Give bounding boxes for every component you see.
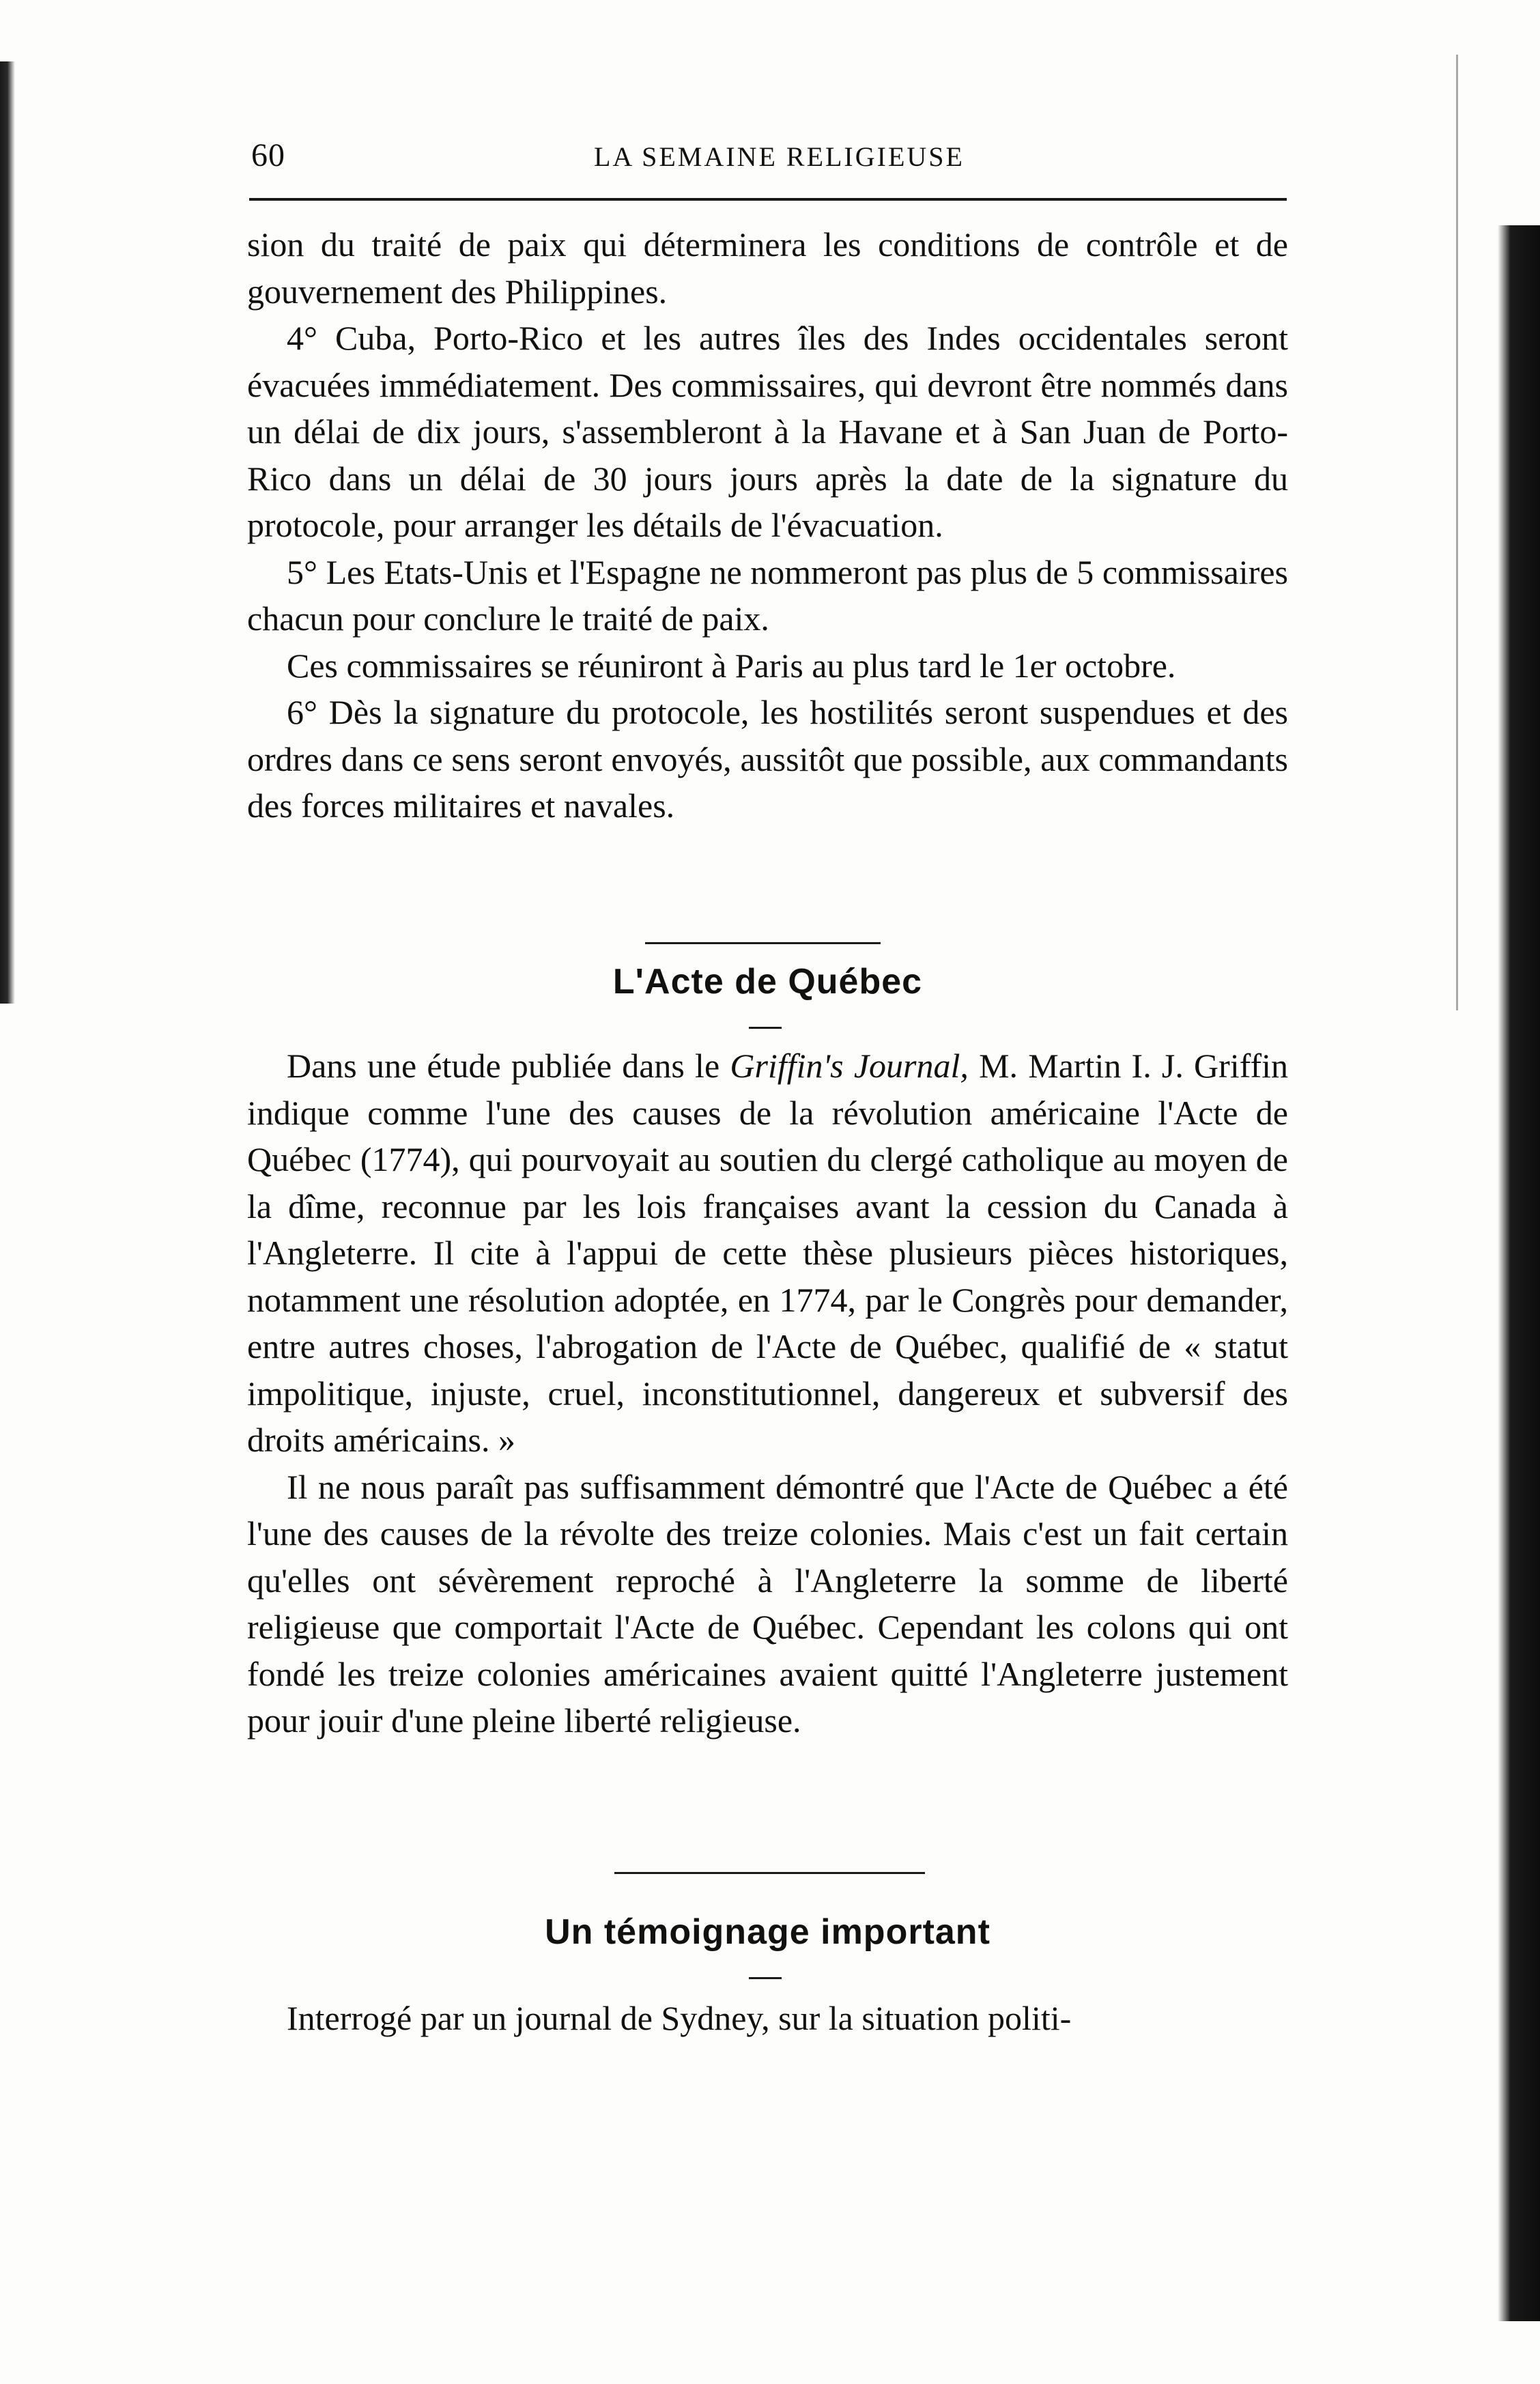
section-title-acte-de-quebec: L'Acte de Québec (612, 962, 923, 1002)
paragraph-text: M. Martin I. J. Griffin indique comme l'une des causes de la révolution américaine l'Acte de Québec (1774), qui pourvoyait au soutien du clergé catholique au moyen de la dîme, reconnue par les lois françaises avant la cession du Canada à l'Angleterre. Il cite à l'appui de cette thèse plusieurs pièces historiques, notamment une résolution adoptée, en 1774, par le Congrès pour demander, entre autres choses, l'abrogation de l'Acte de Québec, qualifié de « statut impolitique, injuste, cruel, inconstitutionnel, dangereux et subversif des droits américains. » (247, 1047, 1288, 1459)
paragraph-continued: sion du traité de paix qui déterminera les conditions de contrôle et de gouvernement des Philippines. (247, 225, 1288, 311)
section-acte-de-quebec-text (247, 1042, 1288, 1744)
running-head: LA SEMAINE RELIGIEUSE (594, 141, 965, 172)
page-number: 60 (251, 137, 285, 173)
scan-edge-left (0, 61, 15, 1004)
paragraph-griffin-study (247, 1042, 1288, 1464)
paragraph-article-5: 5° Les Etats-Unis et l'Espagne ne nommeront pas plus de 5 commissaires chacun pour conclure le traité de paix. (247, 552, 1288, 638)
section-treaty-text (247, 221, 1288, 829)
paragraph-text: Dans une étude publiée dans le (287, 1047, 730, 1085)
paragraph-interview: Interrogé par un journal de Sydney, sur la situation politi- (287, 1999, 1072, 2037)
paragraph-commissioners: Ces commissaires se réuniront à Paris au plus tard le 1er octobre. (287, 646, 1176, 685)
journal-title: Griffin's Journal, (730, 1047, 969, 1085)
scan-edge-right (1498, 225, 1540, 2321)
header-rule (249, 198, 1287, 201)
section-temoignage-text (247, 1995, 1288, 2042)
title-dash (749, 1027, 782, 1029)
paragraph-commentary: Il ne nous paraît pas suffisamment démontré que l'Acte de Québec a été l'une des causes de la révolte des treize colonies. Mais c'est un fait certain qu'elles ont sévèrement reproché à l'Angleterre la somme de liberté religieuse que comportait l'Acte de Québec. Cependant les colons qui ont fondé les treize colonies américaines avaient quitté l'Angleterre justement pour jouir d'une pleine liberté religieuse. (247, 1467, 1288, 1740)
section-title-temoignage: Un témoignage important (545, 1912, 990, 1952)
title-dash (749, 1977, 782, 1979)
section-separator (614, 1872, 925, 1874)
scan-edge-line (1456, 55, 1458, 1010)
paragraph-article-4: 4° Cuba, Porto-Rico et les autres îles des Indes occidentales seront évacuées immédiatement. Des commissaires, qui devront être nommés dans un délai de dix jours, s'assembleront à la Havane et à San Juan de Porto-Rico dans un délai de 30 jours jours après la date de la signature du protocole, pour arranger les détails de l'évacuation. (247, 319, 1288, 544)
page-header (246, 134, 1290, 182)
paragraph-article-6: 6° Dès la signature du protocole, les hostilités seront suspendues et des ordres dans ce sens seront envoyés, aussitôt que possible, aux commandants des forces militaires et navales. (247, 693, 1288, 825)
section-separator (645, 942, 881, 944)
